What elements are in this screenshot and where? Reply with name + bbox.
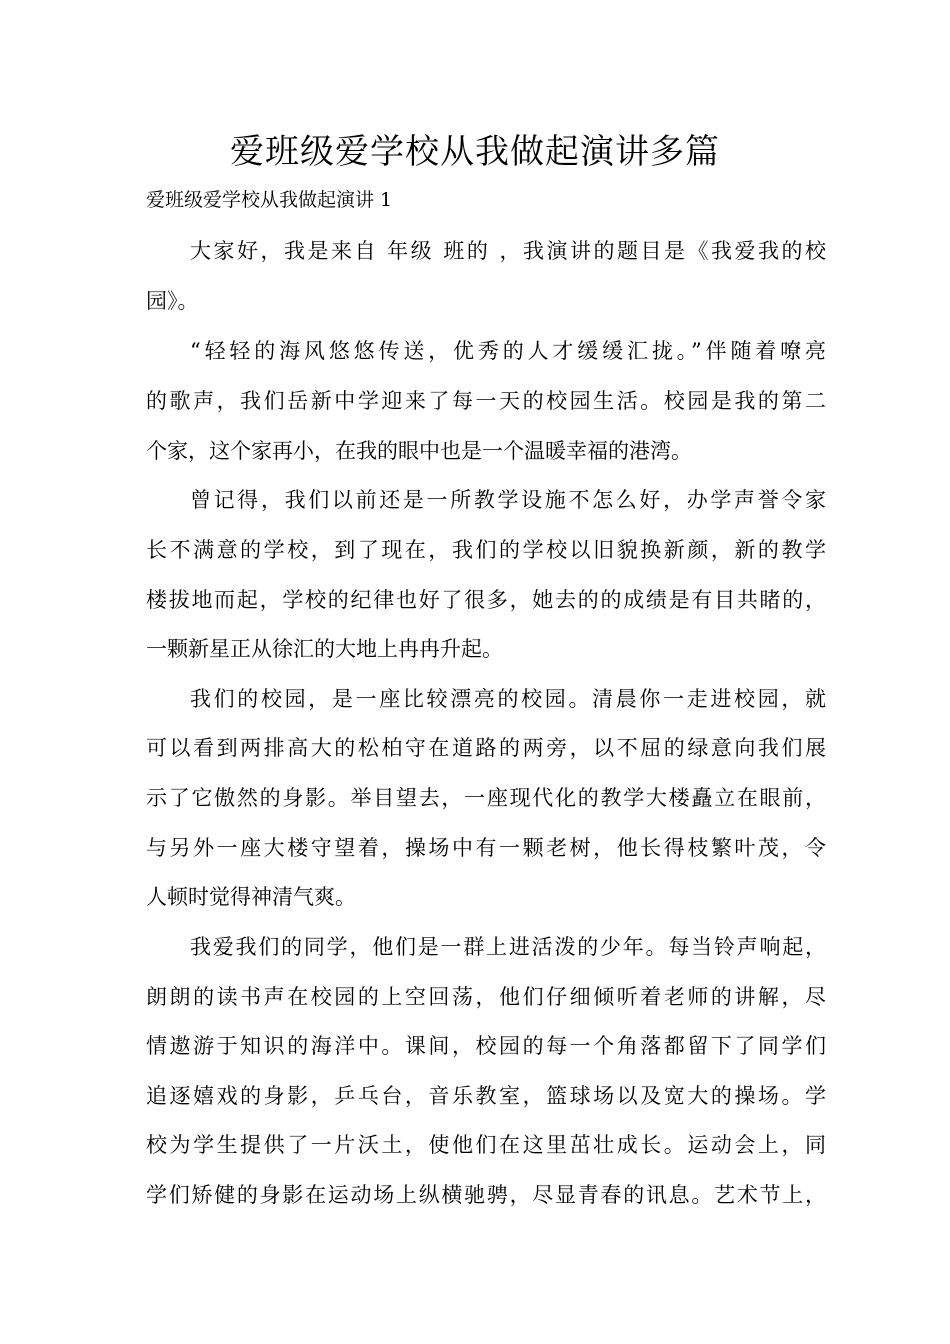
body-line: 朗朗的读书声在校园的上空回荡，他们仔细倾听着老师的讲解，尽 <box>146 985 826 1009</box>
body-line: 学们矫健的身影在运动场上纵横驰骋，尽显青春的讯息。艺术节上， <box>146 1183 826 1207</box>
section-heading: 爱班级爱学校从我做起演讲 1 <box>146 189 393 211</box>
body-line: “轻轻的海风悠悠传送，优秀的人才缓缓汇拢。”伴随着嘹亮 <box>190 339 826 363</box>
body-line: 一颗新星正从徐汇的大地上冉冉升起。 <box>146 637 503 661</box>
document-title: 爱班级爱学校从我做起演讲多篇 <box>230 132 720 172</box>
body-line: 校为学生提供了一片沃土，使他们在这里茁壮成长。运动会上，同 <box>146 1133 826 1157</box>
body-line: 示了它傲然的身影。举目望去，一座现代化的教学大楼矗立在眼前， <box>146 786 826 810</box>
body-line: 曾记得，我们以前还是一所教学设施不怎么好，办学声誉令家 <box>190 488 826 512</box>
body-line: 园》。 <box>146 289 199 313</box>
body-line: 楼拔地而起，学校的纪律也好了很多，她去的的成绩是有目共睹的， <box>146 588 826 612</box>
body-line: 我们的校园，是一座比较漂亮的校园。清晨你一走进校园，就 <box>190 687 826 711</box>
body-line: 长不满意的学校，到了现在，我们的学校以旧貌换新颜，新的教学 <box>146 538 826 562</box>
body-line: 与另外一座大楼守望着，操场中有一颗老树，他长得枝繁叶茂，令 <box>146 836 826 860</box>
body-line: 可以看到两排高大的松柏守在道路的两旁，以不屈的绿意向我们展 <box>146 736 826 760</box>
body-line: 个家，这个家再小，在我的眼中也是一个温暖幸福的港湾。 <box>146 439 692 463</box>
body-line: 追逐嬉戏的身影，乒乓台，音乐教室，篮球场以及宽大的操场。学 <box>146 1084 826 1108</box>
body-line: 情遨游于知识的海洋中。课间，校园的每一个角落都留下了同学们 <box>146 1034 826 1058</box>
body-line: 人顿时觉得神清气爽。 <box>146 885 356 909</box>
body-line: 的歌声，我们岳新中学迎来了每一天的校园生活。校园是我的第二 <box>146 389 826 413</box>
body-line: 大家好，我是来自 年级 班的 ，我演讲的题目是《我爱我的校 <box>190 239 826 263</box>
body-line: 我爱我们的同学，他们是一群上进活泼的少年。每当铃声响起， <box>190 935 826 959</box>
